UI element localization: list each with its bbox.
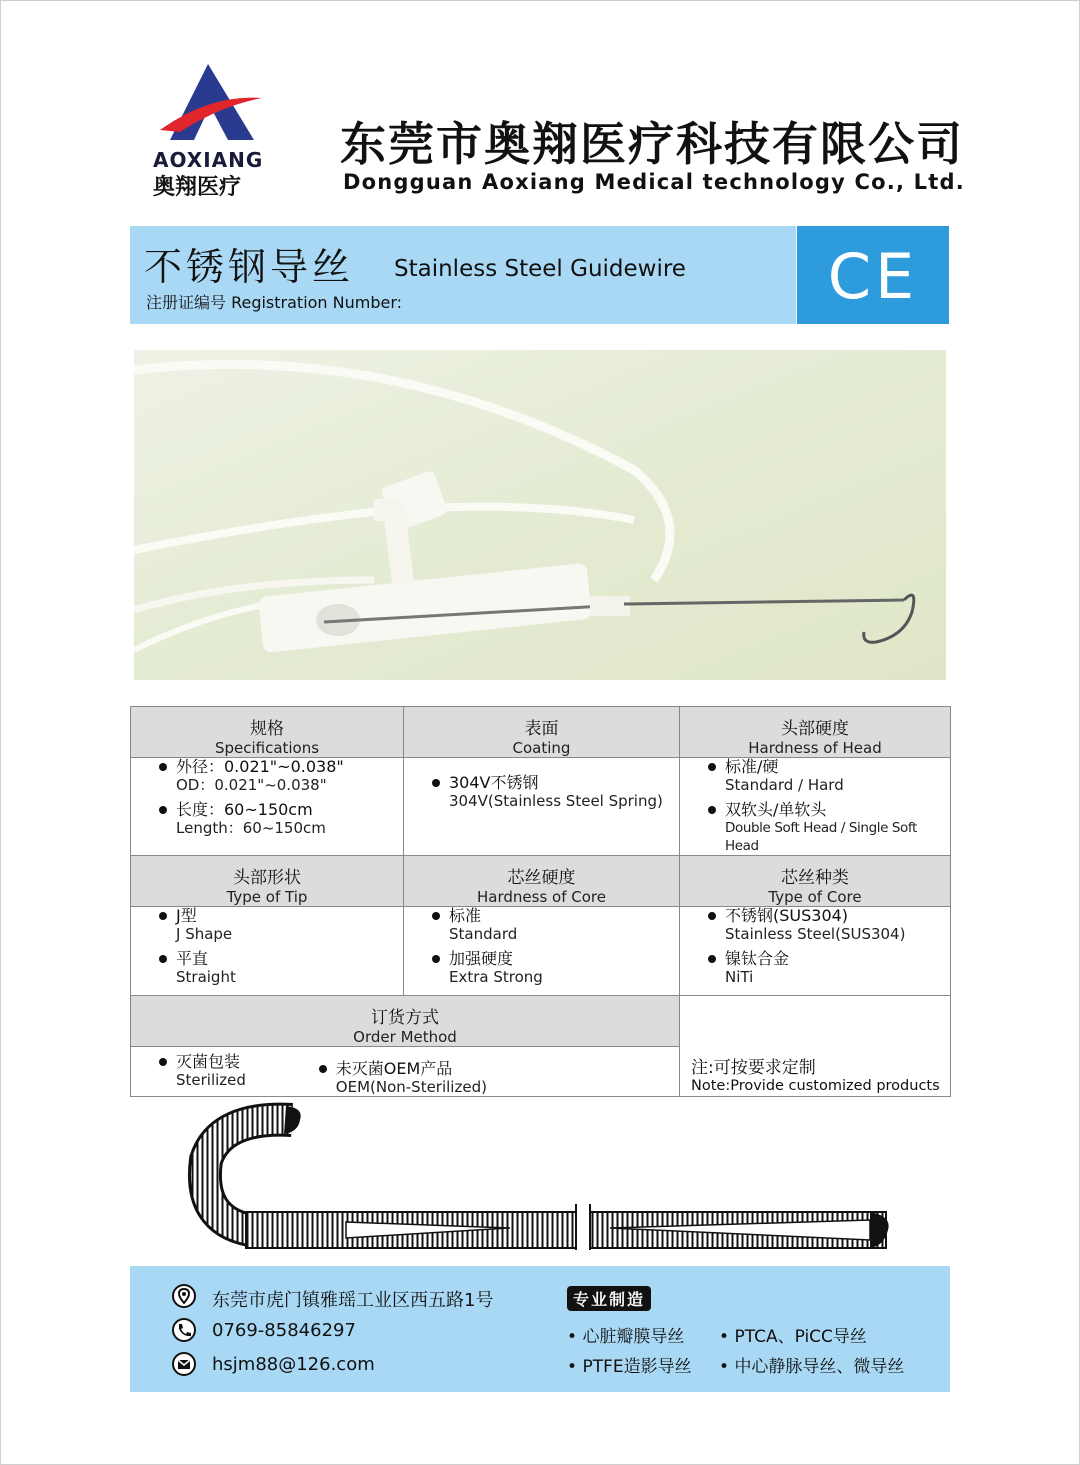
list-item: 长度：60~150cm Length：60~150cm <box>131 801 403 837</box>
header-hardness-head: 头部硬度 Hardness of Head <box>680 707 951 758</box>
address-text: 东莞市虎门镇雅瑶工业区西五路1号 <box>212 1290 494 1311</box>
product-title-band <box>130 226 796 324</box>
header-core-type: 芯丝种类 Type of Core <box>680 856 951 907</box>
logo-text-cn: 奥翔医疗 <box>153 175 242 200</box>
header-coating: 表面 Coating <box>404 707 680 758</box>
tip-type-cell <box>131 907 404 996</box>
specifications-cell <box>131 758 404 856</box>
ce-mark-box <box>797 226 949 324</box>
contact-footer <box>130 1266 950 1392</box>
hardness-head-cell <box>680 758 951 856</box>
core-type-cell <box>680 907 951 996</box>
product-item: • 中心静脉导丝、微导丝 <box>719 1357 905 1377</box>
location-pin-icon <box>172 1284 196 1308</box>
core-hardness-cell <box>404 907 680 996</box>
header-order-method: 订货方式 Order Method <box>131 996 680 1047</box>
professional-badge: 专业制造 <box>567 1286 651 1311</box>
ce-mark: CE <box>827 240 919 313</box>
list-item: 加强硬度 Extra Strong <box>404 950 679 986</box>
custom-note: 注:可按要求定制 Note:Provide customized products <box>680 996 951 1097</box>
guidewire-diagram <box>180 1100 900 1260</box>
header-tip-type: 头部形状 Type of Tip <box>131 856 404 907</box>
list-item: 外径：0.021"~0.038" OD：0.021"~0.038" <box>131 758 403 794</box>
mail-icon <box>172 1352 196 1376</box>
list-item: 平直 Straight <box>131 950 403 986</box>
registration-number: 注册证编号 Registration Number: <box>146 293 403 312</box>
company-name-cn: 东莞市奥翔医疗科技有限公司 <box>340 117 964 171</box>
spec-table <box>130 706 951 1097</box>
product-item: • PTFE造影导丝 <box>567 1357 692 1377</box>
list-item: 标准/硬 Standard / Hard <box>680 758 950 794</box>
product-photo <box>134 350 946 680</box>
list-item: 双软头/单软头 Double Soft Head / Single Soft Head <box>680 801 950 855</box>
order-methods-cell <box>131 1047 680 1097</box>
list-item: 标准 Standard <box>404 907 679 943</box>
header-core-hardness: 芯丝硬度 Hardness of Core <box>404 856 680 907</box>
company-name-en: Dongguan Aoxiang Medical technology Co., Ltd. <box>343 170 965 194</box>
list-item: 镍钛合金 NiTi <box>680 950 950 986</box>
product-item: • 心脏瓣膜导丝 <box>567 1327 685 1347</box>
coating-cell <box>404 758 680 856</box>
list-item: J型 J Shape <box>131 907 403 943</box>
list-item: 未灭菌OEM产品 OEM(Non-Sterilized) <box>291 1060 487 1096</box>
product-title-cn: 不锈钢导丝 <box>144 245 355 289</box>
phone-icon <box>172 1318 196 1342</box>
product-title-en: Stainless Steel Guidewire <box>394 256 686 282</box>
list-item: 灭菌包装 Sterilized <box>131 1053 286 1089</box>
header-specifications: 规格 Specifications <box>131 707 404 758</box>
phone-text[interactable]: 0769-85846297 <box>212 1320 356 1341</box>
list-item: 304V不锈钢 304V(Stainless Steel Spring) <box>404 774 679 810</box>
email-text[interactable]: hsjm88@126.com <box>212 1354 375 1375</box>
list-item: 不锈钢(SUS304) Stainless Steel(SUS304) <box>680 907 950 943</box>
logo-text-en: AOXIANG <box>153 148 264 172</box>
product-item: • PTCA、PiCC导丝 <box>719 1327 867 1347</box>
